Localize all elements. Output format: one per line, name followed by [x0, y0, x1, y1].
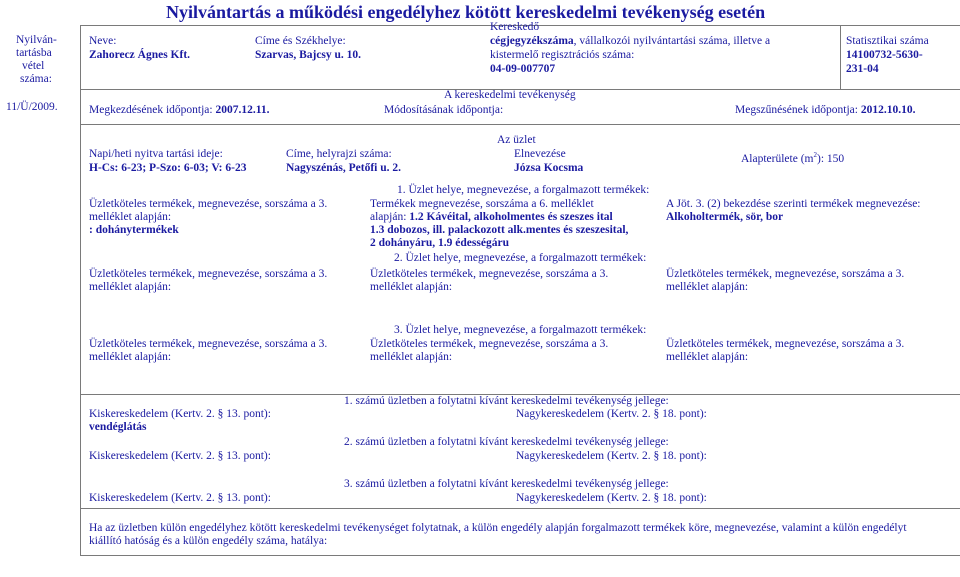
retail3-label: Kiskereskedelem (Kertv. 2. § 13. pont): [89, 492, 271, 504]
area-sup: 2 [813, 151, 817, 160]
wholesale3-label: Nagykereskedelem (Kertv. 2. § 18. pont): [516, 492, 707, 504]
divider [80, 124, 960, 125]
shop3-col2-label: melléklet alapján: [370, 351, 453, 363]
shop-name-value: Józsa Kocsma [514, 162, 584, 174]
reg-line2: kistermelő regisztrációs száma: [490, 49, 635, 61]
reg-value: 04-09-007707 [490, 63, 556, 75]
shop-heading: Az üzlet [497, 134, 536, 146]
retail2-label: Kiskereskedelem (Kertv. 2. § 13. pont): [89, 450, 271, 462]
shop1-col2-pre: alapján: [370, 211, 410, 223]
area-label [741, 153, 844, 166]
shop-name-label: Elnevezése [514, 148, 566, 160]
reg-label: vétel [22, 60, 45, 72]
name-value: Zahorecz Ágnes Kft. [89, 49, 191, 61]
shop1-col2-value: 1.3 dobozos, ill. palackozott alk.mentes és szeszesital, [370, 224, 629, 236]
shop3-col1-label: Üzletköteles termékek, megnevezése, sorszáma a 3. [89, 338, 328, 350]
nature2-heading: 2. számú üzletben a folytatni kívánt kereskedelmi tevékenység jellege: [344, 436, 669, 448]
shop-address-value: Nagyszénás, Petőfi u. 2. [286, 162, 401, 174]
reg-label: száma: [20, 73, 52, 85]
hours-value: H-Cs: 6-23; P-Szo: 6-03; V: 6-23 [89, 162, 247, 174]
end-label: Megszűnésének időpontja: [735, 104, 858, 116]
retail1-value: vendéglátás [89, 421, 147, 433]
name-label: Neve: [89, 35, 117, 47]
retail1-label: Kiskereskedelem (Kertv. 2. § 13. pont): [89, 408, 271, 420]
shop1-col3-value: Alkoholtermék, sör, bor [666, 211, 784, 223]
shop1-col3-label: A Jöt. 3. (2) bekezdése szerinti termékek megnevezése: [666, 198, 921, 210]
area-label-pre: Alapterülete (m [741, 153, 814, 165]
shop1-heading: 1. Üzlet helye, megnevezése, a forgalmazott termékek: [397, 184, 650, 196]
end-date [735, 104, 915, 117]
trader-label: Kereskedő [490, 21, 540, 33]
shop2-col2-label: melléklet alapján: [370, 281, 453, 293]
nature3-heading: 3. számú üzletben a folytatni kívánt kereskedelmi tevékenység jellege: [344, 478, 669, 490]
shop3-col3-label: melléklet alapján: [666, 351, 749, 363]
footer-line: Ha az üzletben külön engedélyhez kötött kereskedelmi tevékenységet folytatnak, a külön engedély alapján forgalmazott termékek köre, megnevezése, valamint a külön engedélyt [89, 522, 907, 534]
divider [80, 555, 960, 556]
divider [840, 25, 841, 89]
reg-line1 [490, 35, 770, 48]
stat-value: 14100732-5630- [846, 49, 923, 61]
shop1-col1-value: : dohánytermékek [89, 224, 179, 236]
address-value: Szarvas, Bajcsy u. 10. [255, 49, 362, 61]
shop2-heading: 2. Üzlet helye, megnevezése, a forgalmazott termékek: [394, 252, 647, 264]
mod-label: Módosításának időpontja: [384, 104, 504, 116]
shop2-col2-label: Üzletköteles termékek, megnevezése, sorszáma a 3. [370, 268, 609, 280]
start-date [89, 104, 269, 117]
reg-label: tartásba [16, 47, 52, 59]
nature1-heading: 1. számú üzletben a folytatni kívánt kereskedelmi tevékenység jellege: [344, 395, 669, 407]
stat-label: Statisztikai száma [846, 35, 929, 47]
wholesale1-label: Nagykereskedelem (Kertv. 2. § 18. pont): [516, 408, 707, 420]
shop3-col2-label: Üzletköteles termékek, megnevezése, sorszáma a 3. [370, 338, 609, 350]
divider [80, 508, 960, 509]
reg-label: Nyilván- [16, 34, 57, 46]
address-label: Címe és Székhelye: [255, 35, 346, 47]
wholesale2-label: Nagykereskedelem (Kertv. 2. § 18. pont): [516, 450, 707, 462]
shop1-col2-value: 2 dohányáru, 1.9 édességáru [370, 237, 509, 249]
shop2-col1-label: Üzletköteles termékek, megnevezése, sorszáma a 3. [89, 268, 328, 280]
shop1-col1-label: Üzletköteles termékek, megnevezése, sorszáma a 3. [89, 198, 328, 210]
stat-value: 231-04 [846, 63, 879, 75]
shop2-col3-label: Üzletköteles termékek, megnevezése, sorszáma a 3. [666, 268, 905, 280]
footer-line: kiállító hatóság és a külön engedély száma, hatálya: [89, 535, 328, 547]
shop2-col3-label: melléklet alapján: [666, 281, 749, 293]
shop3-heading: 3. Üzlet helye, megnevezése, a forgalmazott termékek: [394, 324, 647, 336]
shop1-col2-value: 1.2 Kávéital, alkoholmentes és szeszes ital [409, 211, 613, 223]
activity-heading: A kereskedelmi tevékenység [444, 89, 576, 101]
shop1-col2-line [370, 211, 613, 224]
divider [80, 25, 81, 555]
area-label-post: ): 150 [816, 153, 845, 165]
shop3-col1-label: melléklet alapján: [89, 351, 172, 363]
hours-label: Napi/heti nyitva tartási ideje: [89, 148, 223, 160]
shop1-col1-label: melléklet alapján: [89, 211, 172, 223]
page-title: Nyilvántartás a működési engedélyhez kötött kereskedelmi tevékenység esetén [166, 2, 766, 22]
shop3-col3-label: Üzletköteles termékek, megnevezése, sorszáma a 3. [666, 338, 905, 350]
shop-address-label: Címe, helyrajzi száma: [286, 148, 392, 160]
reg-line1-rest: , vállalkozói nyilvántartási száma, illetve a [573, 35, 771, 47]
reg-line1-bold: cégjegyzékszáma [490, 35, 574, 47]
start-value: 2007.12.11. [215, 104, 270, 116]
shop2-col1-label: melléklet alapján: [89, 281, 172, 293]
shop1-col2-label: Termékek megnevezése, sorszáma a 6. melléklet [370, 198, 594, 210]
start-label: Megkezdésének időpontja: [89, 104, 213, 116]
end-value: 2012.10.10. [860, 104, 916, 116]
reg-number: 11/Ü/2009. [6, 101, 58, 113]
